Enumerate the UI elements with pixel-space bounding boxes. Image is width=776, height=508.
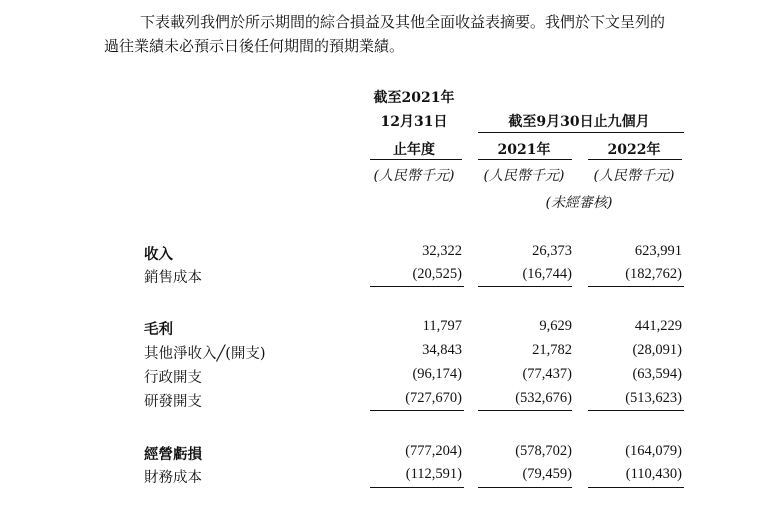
row-label-other-net-income: 其他淨收入╱(開支) bbox=[144, 346, 266, 362]
intro-paragraph bbox=[104, 10, 704, 58]
group-header-nine-months: 截至9月30日止九個月 bbox=[508, 114, 650, 130]
subtotal-rule-1 bbox=[588, 286, 684, 287]
cost-of-sales-2021-9m: (16,744) bbox=[522, 266, 572, 282]
gross-profit-2022-9m: 441,229 bbox=[634, 318, 682, 334]
col1-header-period: 止年度 bbox=[393, 142, 435, 158]
rd-expenses-2021-9m: (532,676) bbox=[515, 390, 572, 406]
admin-expenses-2021-fy: (96,174) bbox=[412, 366, 462, 382]
subtotal-rule-1 bbox=[370, 286, 464, 287]
row-label-cost-of-sales: 銷售成本 bbox=[144, 270, 202, 286]
intro-line-1: 下表載列我們於所示期間的綜合損益及其他全面收益表摘要。我們於下文呈列的 bbox=[140, 13, 666, 31]
other-net-income-2022-9m: (28,091) bbox=[632, 342, 682, 358]
revenue-2021-fy: 32,322 bbox=[422, 243, 462, 259]
row-label-operating-loss: 經營虧損 bbox=[144, 446, 202, 463]
finance-costs-2022-9m: (110,430) bbox=[625, 466, 682, 482]
other-net-income-2021-9m: 21,782 bbox=[532, 342, 572, 358]
subtotal-rule-2 bbox=[370, 410, 464, 411]
col1-header-rule bbox=[370, 159, 462, 160]
revenue-2022-9m: 623,991 bbox=[634, 243, 682, 259]
col1-header-date: 12月31日 bbox=[380, 114, 448, 130]
row-label-rd-expenses: 研發開支 bbox=[144, 394, 202, 410]
unaudited-note: (未經審核) bbox=[545, 195, 613, 211]
revenue-2021-9m: 26,373 bbox=[532, 243, 572, 259]
subtotal-rule-3 bbox=[588, 487, 684, 488]
row-label-finance-costs: 財務成本 bbox=[144, 470, 202, 486]
subtotal-rule-1 bbox=[478, 286, 572, 287]
subtotal-rule-2 bbox=[478, 410, 572, 411]
subtotal-rule-3 bbox=[370, 487, 464, 488]
rd-expenses-2021-fy: (727,670) bbox=[405, 390, 462, 406]
group-header-rule bbox=[478, 132, 684, 133]
gross-profit-2021-fy: 11,797 bbox=[422, 318, 462, 334]
gross-profit-2021-9m: 9,629 bbox=[539, 318, 572, 334]
col3-header-year: 2022年 bbox=[607, 142, 661, 158]
other-net-income-2021-fy: 34,843 bbox=[422, 342, 462, 358]
col2-header-rule bbox=[478, 159, 572, 160]
rd-expenses-2022-9m: (513,623) bbox=[625, 390, 682, 406]
operating-loss-2021-fy: (777,204) bbox=[405, 443, 462, 459]
col3-unit: (人民幣千元) bbox=[593, 168, 675, 184]
row-label-revenue: 收入 bbox=[144, 246, 173, 263]
admin-expenses-2022-9m: (63,594) bbox=[632, 366, 682, 382]
operating-loss-2022-9m: (164,079) bbox=[625, 443, 682, 459]
col1-unit: (人民幣千元) bbox=[373, 168, 455, 184]
col2-header-year: 2021年 bbox=[497, 142, 551, 158]
admin-expenses-2021-9m: (77,437) bbox=[522, 366, 572, 382]
subtotal-rule-3 bbox=[478, 487, 572, 488]
col1-header-year: 截至2021年 bbox=[373, 90, 455, 106]
cost-of-sales-2021-fy: (20,525) bbox=[412, 266, 462, 282]
intro-line-2: 過往業績未必預示日後任何期間的預期業績。 bbox=[104, 37, 405, 55]
subtotal-rule-2 bbox=[588, 410, 684, 411]
row-label-admin-expenses: 行政開支 bbox=[144, 370, 202, 386]
row-label-gross-profit: 毛利 bbox=[144, 321, 173, 338]
cost-of-sales-2022-9m: (182,762) bbox=[625, 266, 682, 282]
finance-costs-2021-fy: (112,591) bbox=[405, 466, 462, 482]
operating-loss-2021-9m: (578,702) bbox=[515, 443, 572, 459]
finance-costs-2021-9m: (79,459) bbox=[522, 466, 572, 482]
col3-header-rule bbox=[588, 159, 682, 160]
col2-unit: (人民幣千元) bbox=[483, 168, 565, 184]
